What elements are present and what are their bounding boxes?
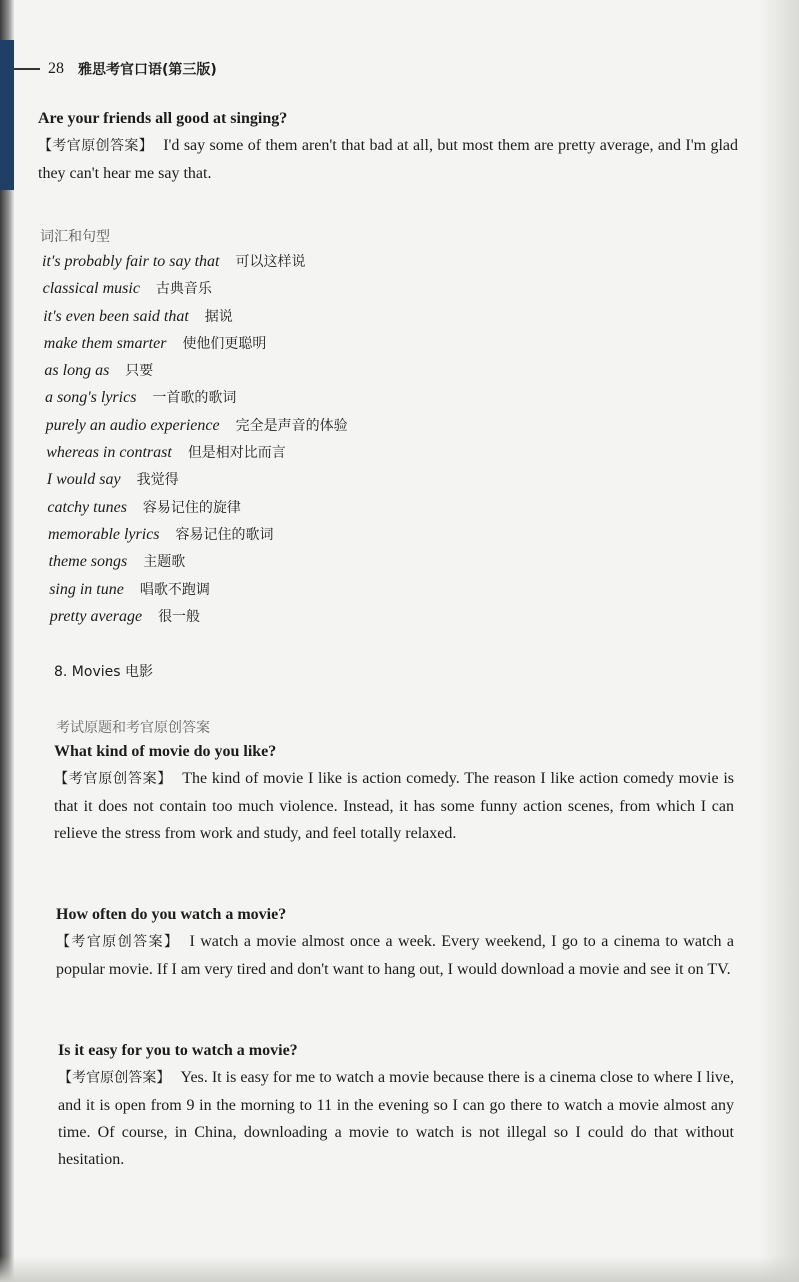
section-sub-heading: 考试原题和考官原创答案 bbox=[56, 720, 210, 736]
vocab-item bbox=[50, 603, 542, 630]
qa-block-movie-ease bbox=[58, 1040, 734, 1173]
vocab-chinese: 可以这样说 bbox=[235, 254, 306, 270]
question-heading: Are your friends all good at singing? bbox=[38, 110, 288, 127]
answer-text: I watch a movie almost once a week. Every weekend, I go to a cinema to watch a popular movie. If I am very tired and don't want to hang out, I would download a movie and see it on TV. bbox=[56, 933, 735, 978]
question-heading: How often do you watch a movie? bbox=[56, 906, 287, 923]
vocab-chinese: 很一般 bbox=[158, 608, 201, 625]
answer-text: I'd say some of them aren't that bad at all, but most them are pretty average, and I'm glad they can't hear me say that. bbox=[38, 137, 739, 182]
vocab-item bbox=[46, 439, 542, 466]
vocab-english: purely an audio experience bbox=[45, 416, 220, 434]
answer-paragraph bbox=[56, 928, 734, 983]
page-header bbox=[14, 58, 754, 80]
answer-text: Yes. It is easy for me to watch a movie because there is a cinema close to where I live, and it is open from 9 in the morning to 11 in the evening so I can go there to watch a movie almost any time. Of course, in China, downloading a movie to watch is not illegal so I could do that without hesitation. bbox=[58, 1069, 735, 1168]
answer-label: 【考官原创答案】 bbox=[54, 771, 173, 787]
vocab-english: make them smarter bbox=[43, 334, 167, 352]
vocab-item bbox=[49, 576, 542, 603]
vocab-item bbox=[44, 357, 542, 384]
vocab-chinese: 只要 bbox=[125, 363, 154, 380]
answer-paragraph bbox=[38, 132, 738, 187]
answer-label: 【考官原创答案】 bbox=[56, 934, 180, 950]
vocab-item bbox=[49, 548, 542, 575]
vocab-chinese: 唱歌不跑调 bbox=[139, 581, 210, 598]
qa-block-movie-kind bbox=[54, 741, 734, 847]
vocab-item bbox=[42, 248, 542, 275]
vocab-english: a song's lyrics bbox=[45, 389, 137, 407]
vocab-item bbox=[47, 466, 542, 493]
vocab-chinese: 完全是声音的体验 bbox=[235, 417, 348, 434]
answer-text: The kind of movie I like is action comedy. The reason I like action comedy movie is that it does not contain too much violence. Instead, it has some funny action scenes, from which I can relieve the stress from work and study, and feel totally relaxed. bbox=[54, 770, 735, 842]
vocab-english: sing in tune bbox=[49, 580, 124, 598]
book-title: 雅思考官口语(第三版) bbox=[78, 62, 217, 78]
header-rule bbox=[14, 68, 40, 70]
vocab-english: pretty average bbox=[49, 607, 143, 625]
vocab-item bbox=[43, 275, 542, 302]
question-heading: Is it easy for you to watch a movie? bbox=[58, 1042, 298, 1059]
answer-paragraph bbox=[58, 1064, 734, 1173]
vocab-chinese: 一首歌的歌词 bbox=[152, 390, 237, 407]
vocab-chinese: 容易记住的旋律 bbox=[142, 499, 241, 516]
vocab-item bbox=[48, 521, 542, 548]
qa-block-movie-frequency bbox=[56, 904, 734, 983]
answer-label: 【考官原创答案】 bbox=[58, 1070, 171, 1086]
vocab-chinese: 容易记住的歌词 bbox=[175, 526, 274, 543]
section-title: 8. Movies 电影 bbox=[54, 664, 153, 680]
vocab-english: as long as bbox=[44, 362, 110, 380]
vocab-item bbox=[47, 494, 542, 521]
page-number: 28 bbox=[48, 60, 64, 77]
vocab-item bbox=[44, 330, 542, 357]
vocab-item bbox=[46, 412, 542, 439]
vocab-chinese: 据说 bbox=[204, 308, 233, 325]
qa-block-singing bbox=[38, 108, 738, 187]
vocab-list bbox=[42, 248, 542, 630]
vocab-chinese: 主题歌 bbox=[143, 554, 186, 571]
vocab-english: classical music bbox=[42, 280, 140, 298]
vocab-english: memorable lyrics bbox=[48, 525, 160, 543]
vocab-item bbox=[45, 384, 542, 411]
answer-paragraph bbox=[54, 765, 734, 847]
vocab-english: I would say bbox=[46, 471, 121, 489]
vocab-english: it's probably fair to say that bbox=[42, 253, 220, 270]
vocab-chinese: 但是相对比而言 bbox=[187, 445, 286, 462]
answer-label: 【考官原创答案】 bbox=[38, 138, 154, 154]
vocab-chinese: 古典音乐 bbox=[155, 281, 212, 298]
vocab-chinese: 使他们更聪明 bbox=[182, 335, 267, 352]
vocab-english: whereas in contrast bbox=[46, 444, 172, 462]
vocab-english: catchy tunes bbox=[47, 498, 127, 516]
vocab-item bbox=[43, 303, 542, 330]
vocab-english: theme songs bbox=[48, 553, 128, 571]
vocab-english: it's even been said that bbox=[43, 307, 189, 325]
question-heading: What kind of movie do you like? bbox=[54, 743, 277, 760]
vocab-chinese: 我觉得 bbox=[136, 472, 179, 489]
vocab-heading: 词汇和句型 bbox=[40, 229, 110, 245]
